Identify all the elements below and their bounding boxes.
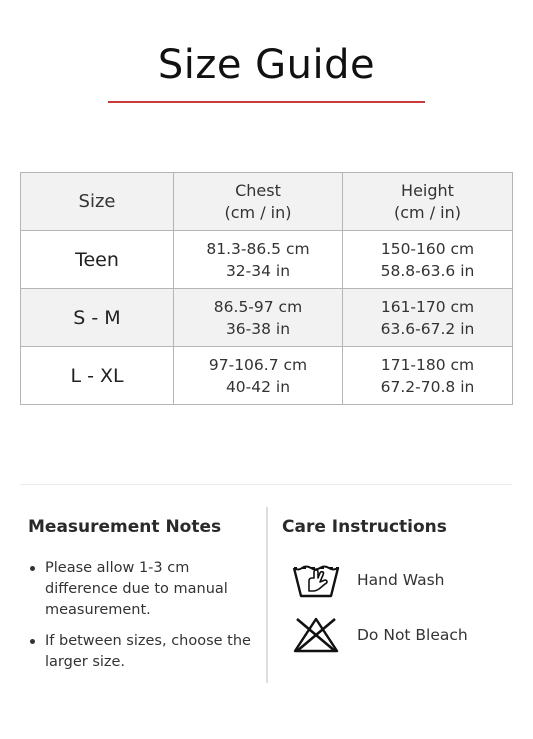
chest-in: 32-34 in (225, 261, 291, 280)
chest-cell (174, 289, 343, 347)
header-height-label: Height (401, 180, 454, 200)
height-cm: 171-180 cm (380, 355, 475, 374)
table-row (21, 289, 513, 347)
title-underline (108, 101, 425, 103)
care-item-hand-wash (292, 560, 522, 600)
height-cell (343, 231, 513, 289)
size-cell: S - M (21, 289, 174, 347)
table-row (21, 347, 513, 405)
care-title: Care Instructions (282, 517, 447, 537)
chest-cell (174, 347, 343, 405)
chest-cell (174, 231, 343, 289)
height-in: 58.8-63.6 in (380, 261, 475, 280)
height-cm: 150-160 cm (380, 239, 475, 258)
header-height (343, 173, 513, 231)
list-item: If between sizes, choose the larger size. (28, 631, 264, 673)
header-height-unit: (cm / in) (393, 202, 461, 222)
chest-in: 36-38 in (225, 319, 291, 338)
care-item-do-not-bleach (292, 615, 522, 655)
size-cell: L - XL (21, 347, 174, 405)
chest-cm: 86.5-97 cm (213, 297, 303, 316)
list-item: Please allow 1-3 cm difference due to manual measurement. (28, 558, 264, 621)
care-label: Do Not Bleach (357, 626, 468, 644)
chest-cm: 97-106.7 cm (208, 355, 308, 374)
notes-list (28, 558, 264, 683)
height-cell (343, 289, 513, 347)
height-cell (343, 347, 513, 405)
size-cell: Teen (21, 231, 174, 289)
header-size: Size (21, 173, 174, 231)
do-not-bleach-icon (292, 615, 340, 655)
chest-cm: 81.3-86.5 cm (206, 239, 310, 258)
column-divider (266, 507, 268, 683)
header-chest-label: Chest (235, 180, 281, 200)
table-row (21, 231, 513, 289)
height-in: 67.2-70.8 in (380, 377, 475, 396)
page-title: Size Guide (157, 42, 376, 88)
notes-title: Measurement Notes (28, 517, 222, 537)
height-in: 63.6-67.2 in (380, 319, 475, 338)
section-divider (20, 484, 512, 485)
care-label: Hand Wash (357, 571, 445, 589)
height-cm: 161-170 cm (380, 297, 475, 316)
table-header-row (21, 173, 513, 231)
header-chest (174, 173, 343, 231)
hand-wash-icon (292, 560, 340, 600)
size-table (20, 172, 513, 405)
header-chest-unit: (cm / in) (224, 202, 292, 222)
chest-in: 40-42 in (225, 377, 291, 396)
